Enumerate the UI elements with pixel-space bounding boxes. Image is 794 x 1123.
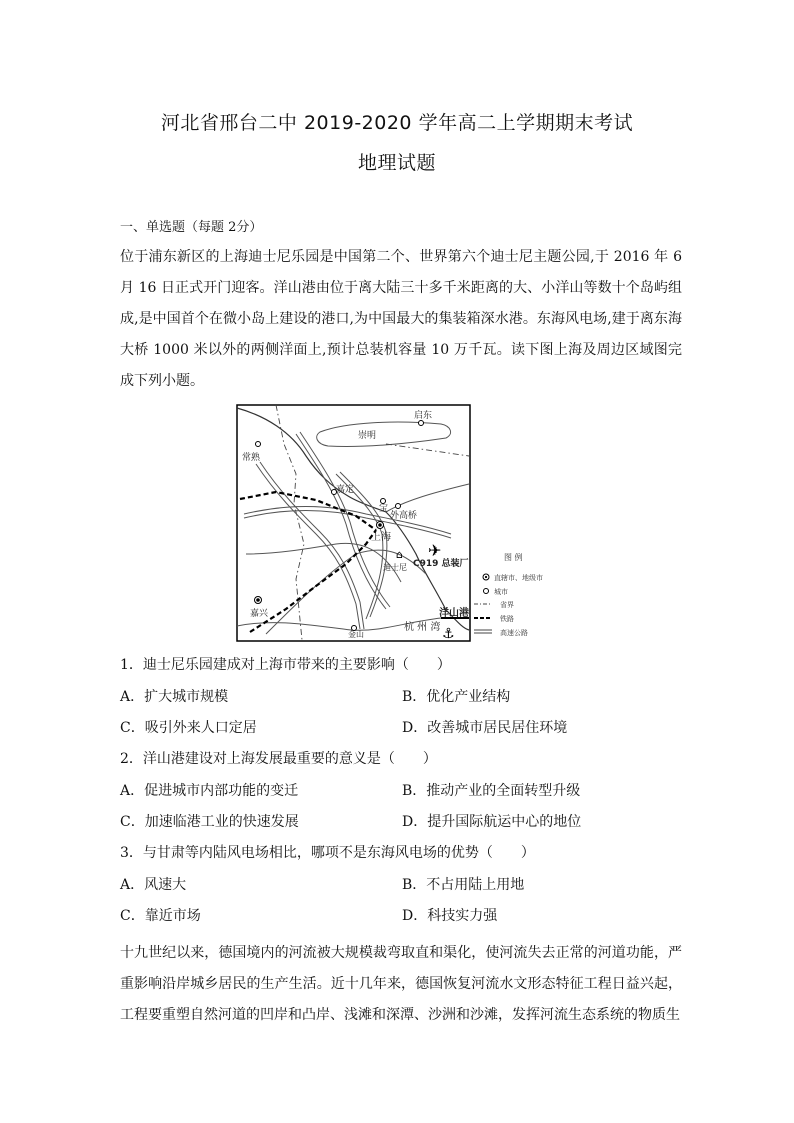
legend-item-1: 直辖市、地级市 xyxy=(494,574,543,582)
river-paragraph: 十九世纪以来，德国境内的河流被大规模裁弯取直和渠化，使河流失去正常的河道功能，严重影响沿岸城乡居民的生产生活。近十几年来，德国恢复河流水文形态特征工程日益兴起，工程要重塑自然河道的凹岸和凸岸、浅滩和深潭、沙洲和沙滩，发挥河流生态系统的物质生 xyxy=(120,945,682,1023)
shanghai-region-map xyxy=(236,404,548,644)
shanghai-marker-dot xyxy=(379,524,382,527)
label-jiading: 嘉定 xyxy=(336,485,355,495)
label-disney: 迪士尼 xyxy=(383,563,407,572)
exam-title: 河北省邢台二中 2019-2020 学年高二上学期期末考试 xyxy=(160,112,634,134)
bao-marker xyxy=(381,499,386,504)
disney-icon: ⌂ xyxy=(396,548,403,561)
label-jiaxing: 嘉兴 xyxy=(250,609,269,619)
question-2-stem: 2．洋山港建设对上海发展最重要的意义是（ ） xyxy=(120,751,437,767)
label-jinshan: 金山 xyxy=(348,630,364,639)
question-2-option-a[interactable]: A．促进城市内部功能的变迁 xyxy=(120,783,299,799)
question-3-option-c[interactable]: C．靠近市场 xyxy=(120,908,201,924)
jiaxing-marker-dot xyxy=(257,599,260,602)
map-legend xyxy=(474,552,543,637)
intro-paragraph: 位于浦东新区的上海迪士尼乐园是中国第二个、世界第六个迪士尼主题公园,于 2016 年 6 月 16 日正式开门迎客。洋山港由位于离大陆三十多千米距离的大、小洋山等数十个岛屿组成,是中国首个在微小岛上建设的港口,为中国最大的集装箱深水港。东海风电场,建于离东海大桥 1000 米以外的两侧洋面上,预计总装机容量 10 万千瓦。读下图上海及周边区域图完成下列小题。 xyxy=(120,249,682,389)
question-3-option-d[interactable]: D．科技实力强 xyxy=(402,908,498,924)
label-qidong: 启东 xyxy=(414,411,433,421)
label-c919: C919 总装厂 xyxy=(413,559,469,569)
question-2-option-d[interactable]: D．提升国际航运中心的地位 xyxy=(402,814,582,830)
legend-title: 图 例 xyxy=(504,553,523,562)
waigaoqiao-marker xyxy=(396,504,401,509)
question-1-option-b[interactable]: B．优化产业结构 xyxy=(402,689,511,705)
label-shanghai: 上海 xyxy=(371,532,391,543)
question-2-option-b[interactable]: B．推动产业的全面转型升级 xyxy=(402,783,581,799)
anchor-icon: ⚓ xyxy=(442,626,455,642)
label-changshu: 常熟 xyxy=(242,453,261,463)
exam-subtitle: 地理试题 xyxy=(357,152,436,174)
legend-item-3: 省界 xyxy=(500,601,514,609)
label-yangshangang: 洋山港 xyxy=(439,608,469,619)
airplane-icon: ✈ xyxy=(428,541,442,560)
map-frame xyxy=(237,405,470,641)
question-3-stem: 3．与甘肃等内陆风电场相比，哪项不是东海风电场的优势（ ） xyxy=(120,845,535,861)
question-1-stem: 1．迪士尼乐园建成对上海市带来的主要影响（ ） xyxy=(120,657,451,673)
label-hangzhouwan: 杭 州 湾 xyxy=(404,622,441,633)
label-chongming: 崇明 xyxy=(358,431,377,441)
label-waigaoqiao: 外高桥 xyxy=(390,511,418,521)
question-2-option-c[interactable]: C．加速临港工业的快速发展 xyxy=(120,814,299,830)
question-3-option-a[interactable]: A．风速大 xyxy=(120,877,187,893)
question-1-option-c[interactable]: C．吸引外来人口定居 xyxy=(120,720,257,736)
section-heading: 一、单选题（每题 2分） xyxy=(120,220,263,235)
question-3-option-b[interactable]: B．不占用陆上用地 xyxy=(402,877,525,893)
legend-item-4: 铁路 xyxy=(500,615,514,623)
changshu-marker xyxy=(256,442,261,447)
legend-item-2: 城市 xyxy=(494,588,508,596)
label-bao: 宝 xyxy=(379,504,389,514)
qidong-marker xyxy=(419,421,424,426)
question-1-option-a[interactable]: A．扩大城市规模 xyxy=(120,689,229,705)
legend-item-5: 高速公路 xyxy=(500,629,528,637)
question-1-option-d[interactable]: D．改善城市居民居住环境 xyxy=(402,720,568,736)
